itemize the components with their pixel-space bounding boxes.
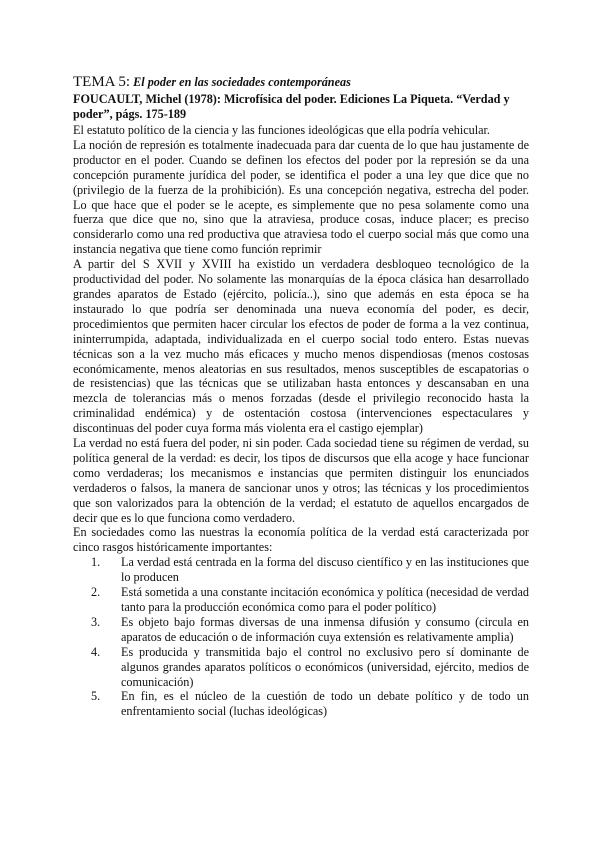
topic-heading	[73, 75, 529, 90]
list-item-text: Es producida y transmitida bajo el control no exclusivo pero sí dominante de algunos grandes aparatos políticos o económicos (universidad, ejército, medios de comunicación)	[121, 644, 529, 689]
list-item-text: En fin, es el núcleo de la cuestión de todo un debate político y de todo un enfrentamiento social (luchas ideológicas)	[121, 689, 529, 719]
list-item	[73, 689, 529, 719]
paragraph-intro: El estatuto político de la ciencia y las funciones ideológicas que ella podría vehicular.	[73, 123, 490, 137]
bibliographic-citation: FOUCAULT, Michel (1978): Microfísica del poder. Ediciones La Piqueta. “Verdad y poder”, págs. 175-189	[73, 92, 510, 121]
list-item	[73, 555, 529, 585]
list-item	[73, 585, 529, 615]
paragraph-repression: La noción de represión es totalmente inadecuada para dar cuenta de lo que hau justamente de productor en el poder. Cuando se definen los efectos del poder por la represión se da una concepción puramente jurídica del poder, se identifica el poder a una ley que dice que no (privilegio de la fuerza de la prohibición). Es una concepción negativa, estrecha del poder. Lo que hace que el poder se le acepte, es simplemente que no pesa solamente como una fuerza que dice que no, sino que la atraviesa, produce cosas, induce placer; es preciso considerarlo como una red productiva que atraviesa todo el cuerpo social más que como una instancia negativa que tiene como función reprimir	[73, 137, 529, 257]
list-item-number: 3.	[91, 614, 101, 629]
list-item	[73, 645, 529, 690]
list-item-number: 5.	[91, 689, 101, 704]
paragraph-political-economy: En sociedades como las nuestras la economía política de la verdad está caracterizada por cinco rasgos históricamente importantes:	[73, 525, 529, 555]
traits-list	[73, 555, 529, 719]
list-item-number: 2.	[91, 585, 101, 600]
topic-title: El poder en las sociedades contemporáneas	[133, 75, 351, 89]
list-item-text: La verdad está centrada en la forma del discuso científico y en las instituciones que lo producen	[121, 555, 529, 585]
list-item	[73, 615, 529, 645]
list-item-text: Está sometida a una constante incitación económica y política (necesidad de verdad tanto para la producción económica como para el poder político)	[121, 585, 529, 614]
list-item-text: Es objeto bajo formas diversas de una inmensa difusión y consumo (circula en aparatos de educación o de información cuya extensión es relativamente amplia)	[121, 614, 529, 644]
document-body	[73, 75, 529, 719]
paragraph-truth-regime: La verdad no está fuera del poder, ni sin poder. Cada sociedad tiene su régimen de verdad, su política general de la verdad: es decir, los tipos de discursos que ella acoge y hace funcionar como verdaderas; los mecanismos e instancias que permiten distinguir los enunciados verdaderos o falsos, la manera de sancionar unos y otros; las técnicas y los procedimientos que son valorizados para la obtención de la verdad; el estatuto de aquellos encargados de decir que es lo que funciona como verdadero.	[73, 436, 529, 525]
topic-number: TEMA 5:	[73, 74, 131, 90]
list-item-number: 4.	[91, 644, 101, 659]
paragraph-power-economy: A partir del S XVII y XVIII ha existido un verdadera desbloqueo tecnológico de la productividad del poder. No solamente las monarquías de la época clásica han desarrollado grandes aparatos de Estado (ejército, policía..), sino que además en esta época se ha instaurado lo que podría ser denominada una nueva economía del poder, es decir, procedimientos que permiten hacer circular los efectos de poder de forma a la vez continua, ininterrumpida, adaptada, individualizada en el cuerpo social todo entero. Estas nuevas técnicas son a la vez mucho más eficaces y mucho menos dispendiosas (menos costosas económicamente, menos aleatorias en sus resultados, menos susceptibles de escapatorias o de resistencias) que las técnicas que se utilizaban hasta entonces y descansaban en una mezcla de tolerancias más o menos forzadas (desde el privilegio reconocido hasta la criminalidad endémica) y de ostentación costosa (intervenciones espectaculares y discontinuas del poder cuya forma más violenta era el castigo ejemplar)	[73, 257, 529, 436]
list-item-number: 1.	[91, 555, 101, 570]
